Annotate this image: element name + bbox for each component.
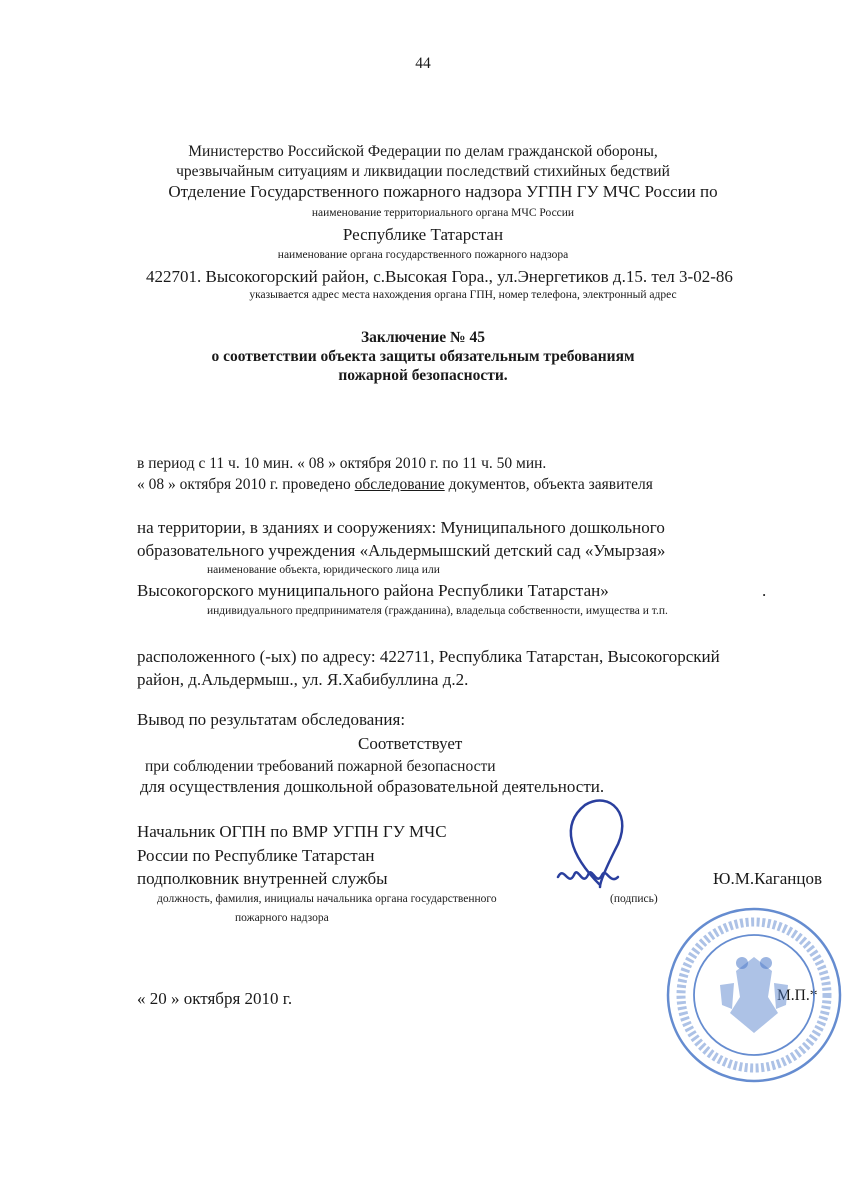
signatory-caption-1: должность, фамилия, инициалы начальника органа государственного [157,893,497,905]
header-caption-territorial: наименование территориального органа МЧС России [311,207,575,219]
header-region: Республике Татарстан [342,225,504,244]
header-department: Отделение Государственного пожарного надзора УГПН ГУ МЧС России по [168,182,718,201]
header-ministry-line1: Министерство Российской Федерации по делам гражданской обороны, [188,143,658,160]
document-date: « 20 » октября 2010 г. [137,989,293,1008]
seal-placeholder-label: М.П.* [777,987,818,1004]
object-address-line-1: расположенного (-ых) по адресу: 422711, Республика Татарстан, Высокогорский [137,647,720,666]
document-subtitle: о соответствии объекта защиты обязательным требованиям [211,348,635,365]
signatory-rank: подполковник внутренней службы [137,869,388,888]
object-line-2: образовательного учреждения «Альдермышский детский сад «Умырзая» [137,541,666,560]
inspection-type: обследование [354,476,445,493]
signatory-position-1: Начальник ОГПН по ВМР УГПН ГУ МЧС [137,822,447,841]
object-caption-2: индивидуального предпринимателя (гражданина), владельца собственности, имущества и т.п. [207,605,668,617]
object-address-line-2: район, д.Альдермыш., ул. Я.Хабибуллина д.2. [137,670,469,689]
page-number: 44 [415,55,431,72]
document-title: Заключение № 45 [361,329,485,346]
inspection-date-line: « 08 » октября 2010 г. проведено обследование документов, объекта заявителя [137,476,653,493]
signatory-position-2: России по Республике Татарстан [137,846,375,865]
handwritten-signature [540,795,650,905]
object-line-3: Высокогорского муниципального района Республики Татарстан» [137,581,609,600]
signatory-name: Ю.М.Каганцов [713,869,822,888]
conclusion-value: Соответствует [358,734,463,753]
signatory-caption-2: пожарного надзора [235,912,329,924]
conclusion-label: Вывод по результатам обследования: [137,710,406,729]
conclusion-purpose: для осуществления дошкольной образовательной деятельности. [140,777,605,796]
object-line-1: на территории, в зданиях и сооружениях: Муниципального дошкольного [137,518,665,537]
object-line-3-tail: . [762,581,767,600]
object-caption-1: наименование объекта, юридического лица или [207,564,440,576]
conclusion-note: при соблюдении требований пожарной безопасности [145,758,496,775]
header-address: 422701. Высокогорский район, с.Высокая Гора., ул.Энергетиков д.15. тел 3-02-86 [146,267,733,286]
signature-caption: (подпись) [610,893,658,905]
document-subtitle-2: пожарной безопасности. [338,367,508,384]
inspection-period: в период с 11 ч. 10 мин. « 08 » октября 2010 г. по 11 ч. 50 мин. [137,455,547,472]
header-caption-address: указывается адрес места нахождения органа ГПН, номер телефона, электронный адрес [249,289,677,301]
header-caption-organ: наименование органа государственного пожарного надзора [277,249,569,261]
header-ministry-line2: чрезвычайным ситуациям и ликвидации последствий стихийных бедствий [176,163,670,180]
official-seal-stamp [664,905,844,1085]
